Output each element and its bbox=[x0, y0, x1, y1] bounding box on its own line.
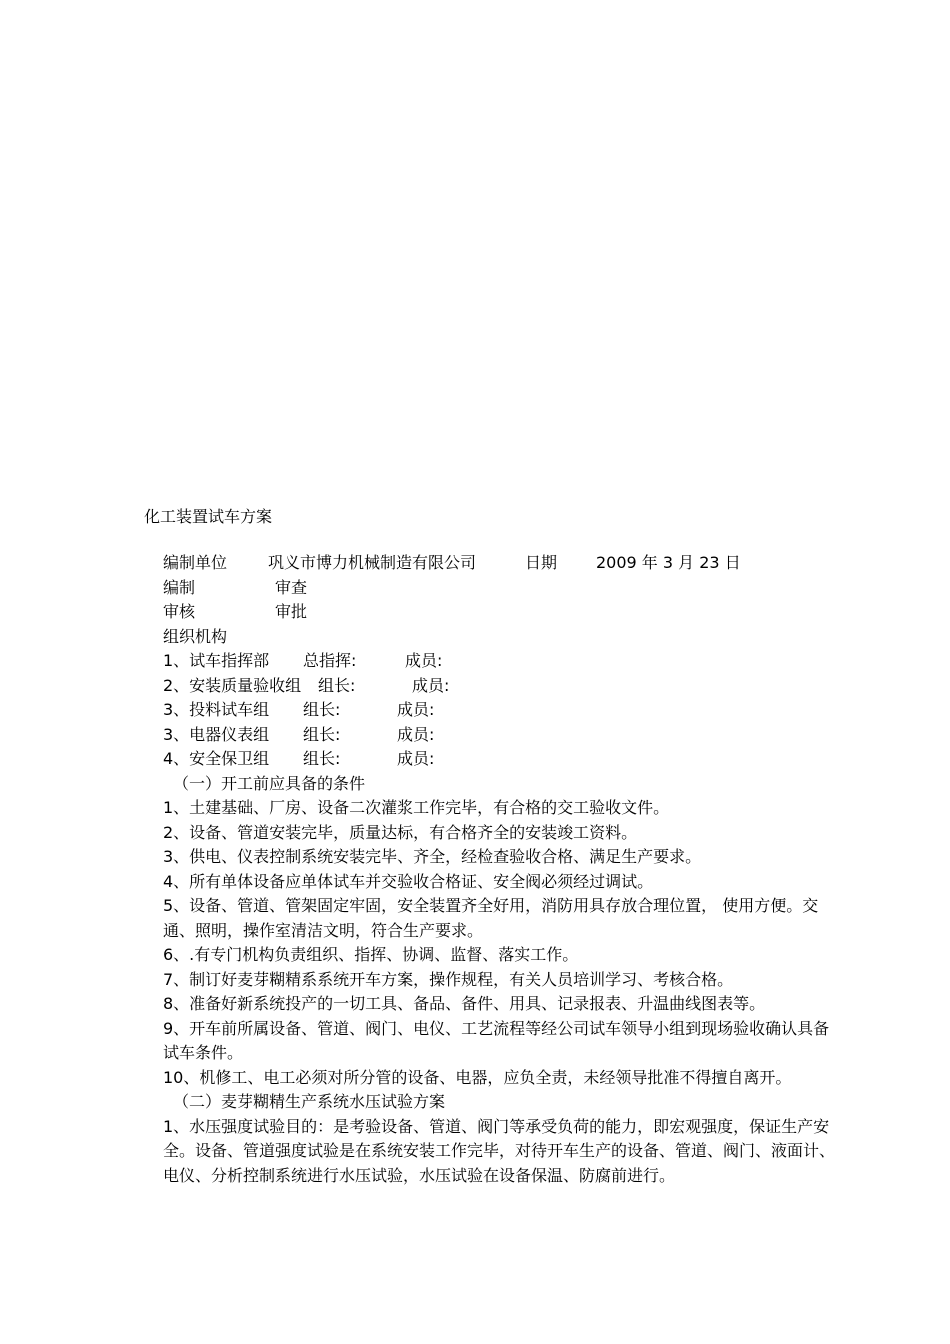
group-name: 4、安全保卫组 bbox=[163, 749, 270, 768]
review-approve: 审批 bbox=[275, 602, 308, 621]
review-row bbox=[163, 576, 843, 601]
group-members: 成员: bbox=[397, 700, 435, 719]
group-members: 成员: bbox=[412, 675, 450, 695]
list-item: 3、供电、仪表控制系统安装完毕、齐全，经检查验收合格、满足生产要求。 bbox=[163, 847, 702, 866]
review-row bbox=[163, 600, 843, 625]
group-row bbox=[163, 649, 843, 674]
document-body bbox=[163, 551, 843, 1188]
list-item: 2、设备、管道安装完毕，质量达标，有合格齐全的安装竣工资料。 bbox=[163, 822, 638, 842]
list-item: 4、所有单体设备应单体试车并交验收合格证、安全阀必须经过调试。 bbox=[163, 871, 654, 891]
document-title: 化工装置试车方案 bbox=[144, 507, 273, 526]
group-name: 1、试车指挥部 bbox=[163, 651, 270, 670]
group-row bbox=[163, 698, 843, 723]
list-item: 1、水压强度试验目的：是考验设备、管道、阀门等承受负荷的能力，即宏观强度，保证生产安全。设备、管道强度试验是在系统安装工作完毕，对待开车生产的设备、管道、阀门、液面计、电仪、分析控制系统进行水压试验，水压试验在设备保温、防腐前进行。 bbox=[163, 1116, 836, 1185]
group-row bbox=[163, 674, 843, 699]
group-lead: 组长: bbox=[303, 724, 341, 744]
unit-value: 巩义市博力机械制造有限公司 bbox=[268, 553, 477, 572]
org-heading: 组织机构 bbox=[163, 626, 228, 646]
group-lead: 组长: bbox=[303, 700, 341, 719]
group-name: 3、投料试车组 bbox=[163, 700, 270, 719]
group-name: 2、安装质量验收组 bbox=[163, 675, 302, 695]
group-lead: 总指挥: bbox=[303, 651, 357, 670]
group-members: 成员: bbox=[397, 724, 435, 744]
unit-label: 编制单位 bbox=[163, 553, 228, 572]
list-item: 10、机修工、电工必须对所分管的设备、电器，应负全责，未经领导批准不得擅自离开。 bbox=[163, 1067, 792, 1087]
review-compile: 编制 bbox=[163, 577, 196, 597]
section-heading: （一）开工前应具备的条件 bbox=[173, 773, 366, 793]
review-audit: 审核 bbox=[163, 602, 196, 621]
date-value: 2009 年 3 月 23 日 bbox=[596, 553, 741, 572]
group-members: 成员: bbox=[397, 749, 435, 768]
group-lead: 组长: bbox=[318, 675, 356, 695]
list-item: 8、准备好新系统投产的一切工具、备品、备件、用具、记录报表、升温曲线图表等。 bbox=[163, 994, 766, 1013]
list-item: 5、设备、管道、管架固定牢固，安全装置齐全好用，消防用具存放合理位置， 使用方便。交通、照明，操作室清洁文明，符合生产要求。 bbox=[163, 896, 819, 940]
list-item: 1、土建基础、厂房、设备二次灌浆工作完毕，有合格的交工验收文件。 bbox=[163, 798, 670, 817]
group-row bbox=[163, 747, 843, 772]
group-name: 3、电器仪表组 bbox=[163, 724, 270, 744]
review-check: 审查 bbox=[275, 577, 308, 597]
group-row bbox=[163, 723, 843, 748]
meta-row bbox=[163, 551, 843, 576]
list-item: 6、.有专门机构负责组织、指挥、协调、监督、落实工作。 bbox=[163, 945, 579, 964]
date-label: 日期 bbox=[525, 553, 558, 572]
group-lead: 组长: bbox=[303, 749, 341, 768]
list-item: 9、开车前所属设备、管道、阀门、电仪、工艺流程等经公司试车领导小组到现场验收确认具备试车条件。 bbox=[163, 1018, 830, 1062]
section-heading: （二）麦芽糊精生产系统水压试验方案 bbox=[173, 1092, 446, 1111]
group-members: 成员: bbox=[405, 651, 443, 670]
list-item: 7、制订好麦芽糊精系系统开车方案，操作规程，有关人员培训学习、考核合格。 bbox=[163, 969, 734, 989]
